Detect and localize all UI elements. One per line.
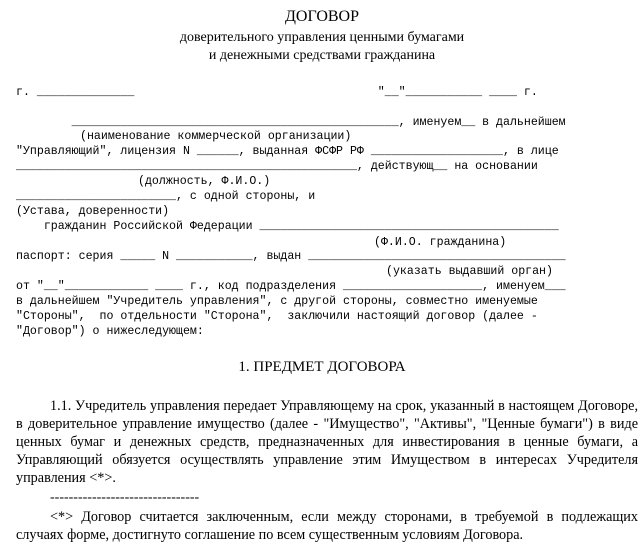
form-line-acting: _________________________________________________, действующ__ на основании bbox=[16, 160, 538, 173]
document-subtitle-line1: доверительного управления ценными бумагами bbox=[179, 30, 465, 45]
footnote-text: <*> Договор считается заключенным, если между сторонами, в требуемой в подлежащих случаях форме, достигнуто соглашение по всем существенным условиям Договора. bbox=[16, 509, 638, 543]
form-line-organization: _______________________________________________, именуем__ в дальнейшем bbox=[16, 116, 566, 129]
form-line-founder: в дальнейшем "Учредитель управления", с другой стороны, совместно именуемые bbox=[16, 295, 538, 308]
form-line-city-date: г. ______________ "__"___________ ____ г. bbox=[16, 86, 538, 99]
form-line-charter: (Устава, доверенности) bbox=[16, 205, 170, 218]
form-line-passport: паспорт: серия _____ N ___________, выдан _____________________________________ bbox=[16, 250, 566, 263]
section-heading-subject: 1. ПРЕДМЕТ ДОГОВОРА bbox=[238, 359, 406, 375]
form-line-one-side: _______________________, с одной стороны, и bbox=[16, 190, 316, 203]
form-line-license: "Управляющий", лицензия N ______, выданная ФСФР РФ ___________________, в лице bbox=[16, 145, 559, 158]
caption-position: (должность, Ф.И.О.) bbox=[138, 175, 271, 188]
form-line-contract: "Договор") о нижеследующем: bbox=[16, 325, 204, 338]
document-subtitle-line2: и денежными средствами гражданина bbox=[208, 48, 436, 63]
caption-citizen: (Ф.И.О. гражданина) bbox=[374, 236, 507, 249]
form-line-parties: "Стороны", по отдельности "Сторона", заключили настоящий договор (далее - bbox=[16, 310, 538, 323]
paragraph-1-1: 1.1. Учредитель управления передает Управляющему на срок, указанный в настоящем Договоре, в доверительное управление имущество (далее - "Имущество", "Активы", "Ценные бумаги") в виде ценных бумаг и денежных средств, предназначенных для инвестирования в ценные бумаги, а Управляющий обязуется осуществлять управление этим Имуществом в интересах Учредителя управления <*>. bbox=[16, 398, 638, 486]
form-line-issue-date: от "__"____________ ____ г., код подразделения ____________________, именуем___ bbox=[16, 280, 566, 293]
caption-issuer: (указать выдавший орган) bbox=[386, 265, 553, 278]
footnote-separator: -------------------------------- bbox=[50, 490, 200, 505]
form-line-citizen: гражданин Российской Федерации ___________________________________________ bbox=[16, 220, 559, 233]
document-title: ДОГОВОР bbox=[285, 8, 359, 25]
caption-organization: (наименование коммерческой организации) bbox=[80, 130, 352, 143]
